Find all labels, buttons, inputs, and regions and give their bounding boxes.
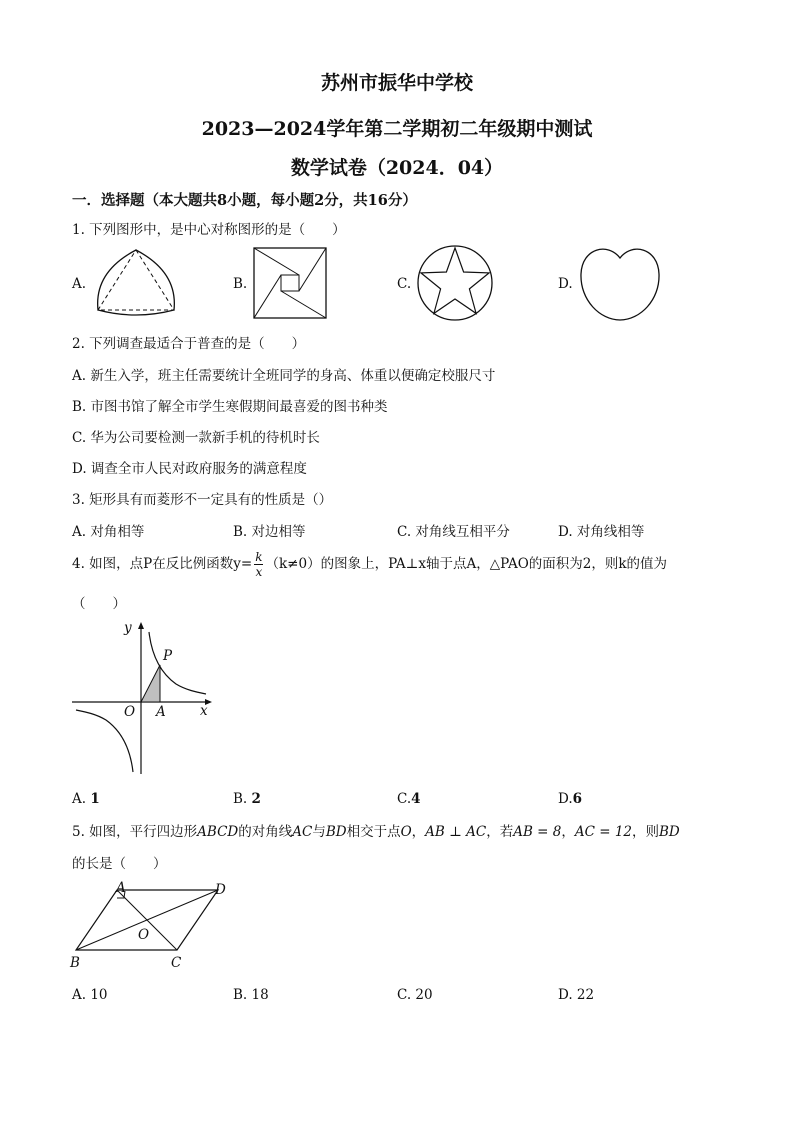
q5-text-3: 与 — [312, 824, 326, 840]
q5-label-b: B — [70, 955, 80, 971]
q4-option-d-letter: D. — [558, 791, 573, 807]
q4-label-o: O — [124, 704, 136, 720]
q5-perp: AB ⊥ AC — [425, 824, 487, 840]
q4-option-a-value: 1 — [90, 791, 100, 807]
q5-option-a: A. 10 — [72, 987, 108, 1003]
q4-frac-num: k — [255, 550, 263, 564]
q3-option-c: C. 对角线互相平分 — [397, 524, 510, 540]
q5-bd: BD — [325, 824, 347, 840]
q4-option-a-letter: A. — [72, 791, 87, 807]
subject-title: 数学试卷（2024．04） — [290, 157, 504, 179]
q2-option-d: D. 调查全市人民对政府服务的满意程度 — [72, 461, 307, 477]
q5-label-a: A — [116, 880, 126, 896]
q5-text-1: 5. 如图，平行四边形 — [72, 824, 198, 840]
q2-option-b: B. 市图书馆了解全市学生寒假期间最喜爱的图书种类 — [72, 399, 388, 415]
q5-parallelogram-figure — [72, 884, 228, 964]
q4-option-b-letter: B. — [233, 791, 248, 807]
q5-stem-line2: 的长是（ ） — [72, 856, 167, 872]
q4-option-a — [72, 791, 100, 807]
q3-option-b: B. 对边相等 — [233, 524, 306, 540]
q4-label-a: A — [156, 704, 166, 720]
q1-option-b-label: B. — [233, 276, 248, 292]
school-title: 苏州市振华中学校 — [320, 72, 473, 94]
q4-stem-part2: （k≠0）的图象上，PA⊥x轴于点A，△PAO的面积为2，则k的值为 — [265, 556, 668, 572]
q1-square-pinwheel-figure — [253, 247, 327, 319]
q4-stem-paren: （ ） — [72, 596, 126, 612]
q4-option-d — [558, 791, 582, 807]
q3-option-a: A. 对角相等 — [72, 524, 145, 540]
q5-ab8: AB = 8 — [513, 824, 562, 840]
q1-stem: 1. 下列图形中，是中心对称图形的是（ ） — [72, 222, 346, 238]
q4-stem-part1: 4. 如图，点P在反比例函数y= — [72, 556, 253, 572]
q1-option-d-label: D. — [558, 276, 573, 292]
q4-option-d-value: 6 — [572, 791, 583, 807]
q5-text-6: ，若 — [486, 824, 514, 840]
q1-circle-star-figure — [416, 244, 494, 322]
q3-option-d: D. 对角线相等 — [558, 524, 645, 540]
q5-text-4: 相交于点 — [346, 824, 401, 840]
q5-option-b: B. 18 — [233, 987, 269, 1003]
q5-option-d: D. 22 — [558, 987, 595, 1003]
q5-text-7: ， — [561, 824, 575, 840]
q4-option-c-letter: C. — [397, 791, 412, 807]
q1-heart-shape-figure — [578, 244, 662, 322]
q2-stem: 2. 下列调查最适合于普查的是（ ） — [72, 336, 306, 352]
q2-option-a: A. 新生入学，班主任需要统计全班同学的身高、体重以便确定校服尺寸 — [72, 368, 496, 384]
q5-label-o: O — [138, 927, 150, 943]
q4-option-c — [397, 791, 421, 807]
q5-text-2: 的对角线 — [238, 824, 293, 840]
q5-ac12: AC = 12 — [574, 824, 633, 840]
q5-ac: AC — [292, 824, 313, 840]
q4-option-b-value: 2 — [251, 791, 261, 807]
q5-label-c: C — [171, 955, 182, 971]
q5-bd2: BD — [659, 824, 680, 840]
q4-stem — [72, 548, 667, 580]
q5-text-5: ， — [411, 824, 426, 840]
q1-option-c-label: C. — [397, 276, 412, 292]
q5-abcd: ABCD — [197, 824, 239, 840]
q1-reuleaux-figure — [90, 246, 182, 318]
q2-option-c: C. 华为公司要检测一款新手机的待机时长 — [72, 430, 320, 446]
exam-title: 2023—2024学年第二学期初二年级期中测试 — [201, 118, 593, 140]
q3-stem: 3. 矩形具有而菱形不一定具有的性质是（） — [72, 492, 333, 508]
q4-frac-den: x — [255, 565, 263, 579]
section-title: 一．选择题（本大题共8小题，每小题2分，共16分） — [72, 192, 417, 209]
q4-hyperbola-figure — [72, 618, 222, 778]
q5-text-8: ，则 — [632, 824, 660, 840]
q5-label-d: D — [215, 882, 226, 898]
q4-option-b — [233, 791, 261, 807]
q4-fraction — [254, 550, 263, 579]
q5-o: O — [400, 824, 412, 840]
q4-option-c-value: 4 — [411, 791, 421, 807]
q4-label-x: x — [200, 703, 208, 719]
q5-stem — [72, 820, 680, 840]
q1-option-a-label: A. — [72, 276, 87, 292]
q5-option-c: C. 20 — [397, 987, 433, 1003]
q4-label-y: y — [124, 620, 132, 636]
q4-label-p: P — [163, 648, 173, 664]
